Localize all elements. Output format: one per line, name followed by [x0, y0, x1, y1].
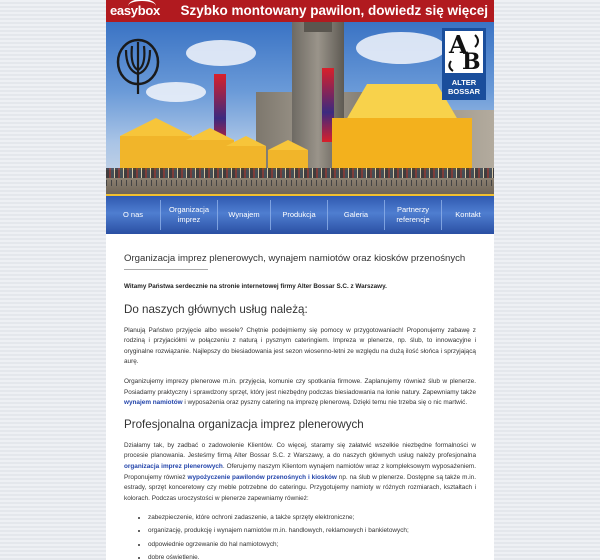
nav-label: O nas [122, 210, 143, 219]
fence [106, 180, 494, 186]
page-container [106, 0, 494, 560]
nav-label: Galeria [343, 210, 369, 219]
services-list [124, 513, 476, 560]
badge-line2: BOSSAR [447, 87, 481, 96]
page-title: Organizacja imprez plenerowych, wynajem namiotów oraz kiosków przenośnych [124, 253, 466, 264]
nav-item-o-nas[interactable] [106, 196, 160, 234]
tent-roof [120, 118, 192, 136]
paragraph-text: . Oferujemy naszym Klientom wynajem namiotów wraz z kompleksowym wyposażeniem. Proponujemy również [124, 462, 477, 481]
tent-roof [226, 136, 266, 146]
logo-text: easybox [110, 3, 160, 18]
top-bar [106, 0, 494, 22]
hero-banner [106, 22, 494, 194]
crowd [106, 168, 494, 178]
cloud-decoration [356, 32, 446, 64]
pitchfork-emblem-icon [114, 36, 162, 100]
tent-roof [268, 140, 308, 150]
nav-item-galeria[interactable] [328, 196, 384, 234]
tent-rental-link[interactable]: wynajem namiotów [124, 399, 183, 407]
easybox-logo[interactable] [110, 3, 160, 18]
nav-label: Kontakt [455, 210, 481, 219]
paragraph-text: i wyposażenia oraz pyszny catering na imprezę plenerową. Dzięki temu nie trzeba się o nic martwić. [182, 399, 468, 407]
main-content [106, 234, 494, 560]
list-item: • dobre oświetlenie. [148, 553, 476, 560]
nav-label: Wynajem [228, 210, 260, 219]
welcome-text: Witamy Państwa serdecznie na stronie internetowej firmy Alter Bossar S.C. z Warszawy. [124, 283, 387, 290]
list-item: • odpowiednie ogrzewanie do hal namiotowych; [148, 540, 476, 551]
organization-paragraph [124, 441, 476, 505]
nav-item-kontakt[interactable] [442, 196, 494, 234]
header-slogan-link[interactable]: Szybko montowany pawilon, dowiedz się więcej [180, 3, 488, 18]
badge-line1: ALTER [451, 78, 477, 87]
main-nav [106, 194, 494, 234]
nav-item-organizacja-imprez[interactable] [161, 196, 217, 234]
nav-label: Produkcja [282, 210, 316, 219]
cloud-decoration [186, 40, 256, 66]
nav-label: imprez [177, 215, 201, 224]
paragraph-text: np. na ślub w plenerze. Dostępne są także m.in. estrady, sprzęt konceretowy czy meble potrzebne do cateringu. Przygotujemy namioty w różnych rozmiarach, kształtach i kolorach. Podczas uroczystości w plenerze zapewniamy również: [124, 473, 476, 502]
alter-bossar-badge[interactable] [442, 28, 486, 100]
nav-item-wynajem[interactable] [218, 196, 270, 234]
title-divider [124, 269, 208, 270]
logo-swoosh-icon [128, 0, 156, 6]
intro-paragraph: Planują Państwo przyjęcie albo wesele? Chętnie podejmiemy się pomocy w przygotowaniach! Proponujemy zabawę z rodziną i przyjaciółmi w połączeniu z naturą i pysznym cateringiem. Impreza w plenerze, np. ślub, to innowacyjne i oryginalne rozwiązanie. Najlepszy do biesiadowania jest sezon wiosenno-letni ze względu na dużą ilość słońca i sprzyjającą aurę. [124, 326, 476, 366]
list-item: • organizację, produkcję i wynajem namiotów m.in. handlowych, reklamowych i bankietowych; [148, 526, 476, 537]
svg-text:A: A [449, 31, 468, 59]
list-item: • zabezpieczenie, które ochroni zadaszenie, a także sprzęty elektroniczne; [148, 513, 476, 524]
big-tent [332, 118, 472, 174]
pavilion-rental-link[interactable]: wypożyczenie pawilonów przenośnych i kiosków [187, 473, 337, 481]
organization-heading: Profesjonalna organizacja imprez plenerowych [124, 417, 364, 431]
events-paragraph [124, 377, 476, 409]
nav-label: referencje [396, 215, 430, 224]
outdoor-events-link[interactable]: organizacja imprez plenerowych [124, 462, 223, 470]
nav-item-produkcja[interactable] [271, 196, 327, 234]
ab-monogram-icon [445, 31, 483, 73]
nav-label: Organizacja [168, 205, 210, 214]
paragraph-text: Działamy tak, by zadbać o zadowolenie Klientów. Co więcej, staramy się załatwić wszelkie niezbędne formalności w procesie planowania. Jesteśmy firmą Alter Bossar S.C. z Warszawy, a do naszych głównych usług należy profesjonalna [124, 441, 476, 460]
nav-item-partnerzy-referencje[interactable] [385, 196, 441, 234]
paragraph-text: Organizujemy imprezy plenerowe m.in. przyjęcia, komunie czy spotkania firmowe. Zaplanujemy również ślub w plenerze. Posiadamy praktyczny i sprawdzony sprzęt, który jest niezbędny podczas biesiadowania na łonie natury. Zapewniamy także [124, 377, 476, 396]
svg-text:B: B [462, 49, 481, 73]
nav-label: Partnerzy [396, 205, 430, 214]
palace-spire [304, 22, 332, 32]
services-heading: Do naszych głównych usług należą: [124, 302, 308, 316]
tent [120, 136, 192, 170]
